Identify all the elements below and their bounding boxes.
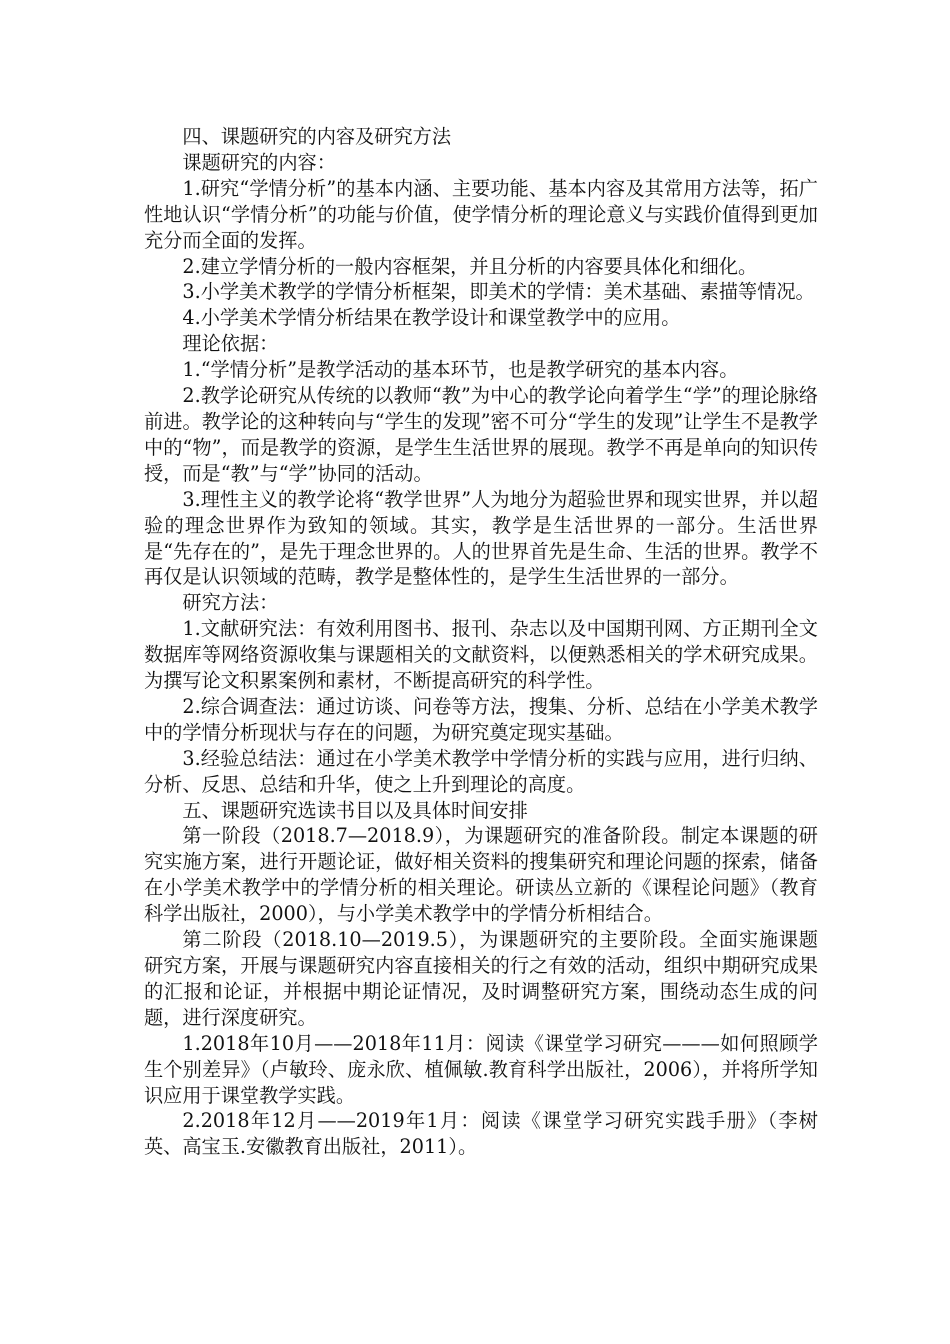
paragraph: 第二阶段（2018.10—2019.5），为课题研究的主要阶段。全面实施课题研究方案，开展与课题研究内容直接相关的行之有效的活动，组织中期研究成果的汇报和论证，并根据中期论证情况，及时调整研究方案，围绕动态生成的问题，进行深度研究。 (144, 928, 818, 1029)
subheading-research-content: 课题研究的内容： (182, 150, 336, 174)
paragraph: 2.2018年12月——2019年1月：阅读《课堂学习研究实践手册》（李树英、高宝玉.安徽教育出版社，2011）。 (144, 1109, 818, 1159)
section-heading-5: 五、课题研究选读书目以及具体时间安排 (182, 798, 528, 822)
subheading-theory-basis: 理论依据： (182, 332, 279, 356)
paragraph: 4.小学美术学情分析结果在教学设计和课堂教学中的应用。 (182, 306, 681, 330)
paragraph: 2.综合调查法：通过访谈、问卷等方法，搜集、分析、总结在小学美术教学中的学情分析现状与存在的问题，为研究奠定现实基础。 (144, 694, 818, 744)
paragraph: 2.建立学情分析的一般内容框架，并且分析的内容要具体化和细化。 (182, 254, 758, 278)
subheading-research-methods: 研究方法： (182, 591, 279, 615)
paragraph: 1.文献研究法：有效利用图书、报刊、杂志以及中国期刊网、方正期刊全文数据库等网络资源收集与课题相关的文献资料，以便熟悉相关的学术研究成果。为撰写论文积累案例和素材，不断提高研究的科学性。 (144, 617, 818, 693)
paragraph: 2.教学论研究从传统的以教师“教”为中心的教学论向着学生“学”的理论脉络前进。教学论的这种转向与“学生的发现”密不可分“学生的发现”让学生不是教学中的“物”，而是教学的资源，是学生生活世界的展现。教学不再是单向的知识传授，而是“教”与“学”协同的活动。 (144, 384, 818, 485)
paragraph: 1.研究“学情分析”的基本内涵、主要功能、基本内容及其常用方法等，拓广性地认识“学情分析”的功能与价值，使学情分析的理论意义与实践价值得到更加充分而全面的发挥。 (144, 176, 818, 252)
paragraph: 1.“学情分析”是教学活动的基本环节，也是教学研究的基本内容。 (182, 358, 739, 382)
paragraph: 1.2018年10月——2018年11月：阅读《课堂学习研究———如何照顾学生个别差异》（卢敏玲、庞永欣、植佩敏.教育科学出版社，2006），并将所学知识应用于课堂教学实践。 (144, 1031, 818, 1107)
paragraph: 3.小学美术教学的学情分析框架，即美术的学情：美术基础、素描等情况。 (182, 280, 815, 304)
section-heading-4: 四、课题研究的内容及研究方法 (182, 125, 452, 148)
paragraph: 3.经验总结法：通过在小学美术教学中学情分析的实践与应用，进行归纳、分析、反思、总结和升华，使之上升到理论的高度。 (144, 746, 818, 796)
paragraph: 第一阶段（2018.7—2018.9），为课题研究的准备阶段。制定本课题的研究实施方案，进行开题论证，做好相关资料的搜集研究和理论问题的探索，储备在小学美术教学中的学情分析的相关理论。研读丛立新的《课程论问题》（教育科学出版社，2000），与小学美术教学中的学情分析相结合。 (144, 824, 818, 926)
paragraph: 3.理性主义的教学论将“教学世界”人为地分为超验世界和现实世界，并以超验的理念世界作为致知的领域。其实，教学是生活世界的一部分。生活世界是“先存在的”，是先于理念世界的。人的世界首先是生命、生活的世界。教学不再仅是认识领域的范畴，教学是整体性的，是学生生活世界的一部分。 (144, 487, 818, 589)
document-body (144, 124, 818, 1160)
